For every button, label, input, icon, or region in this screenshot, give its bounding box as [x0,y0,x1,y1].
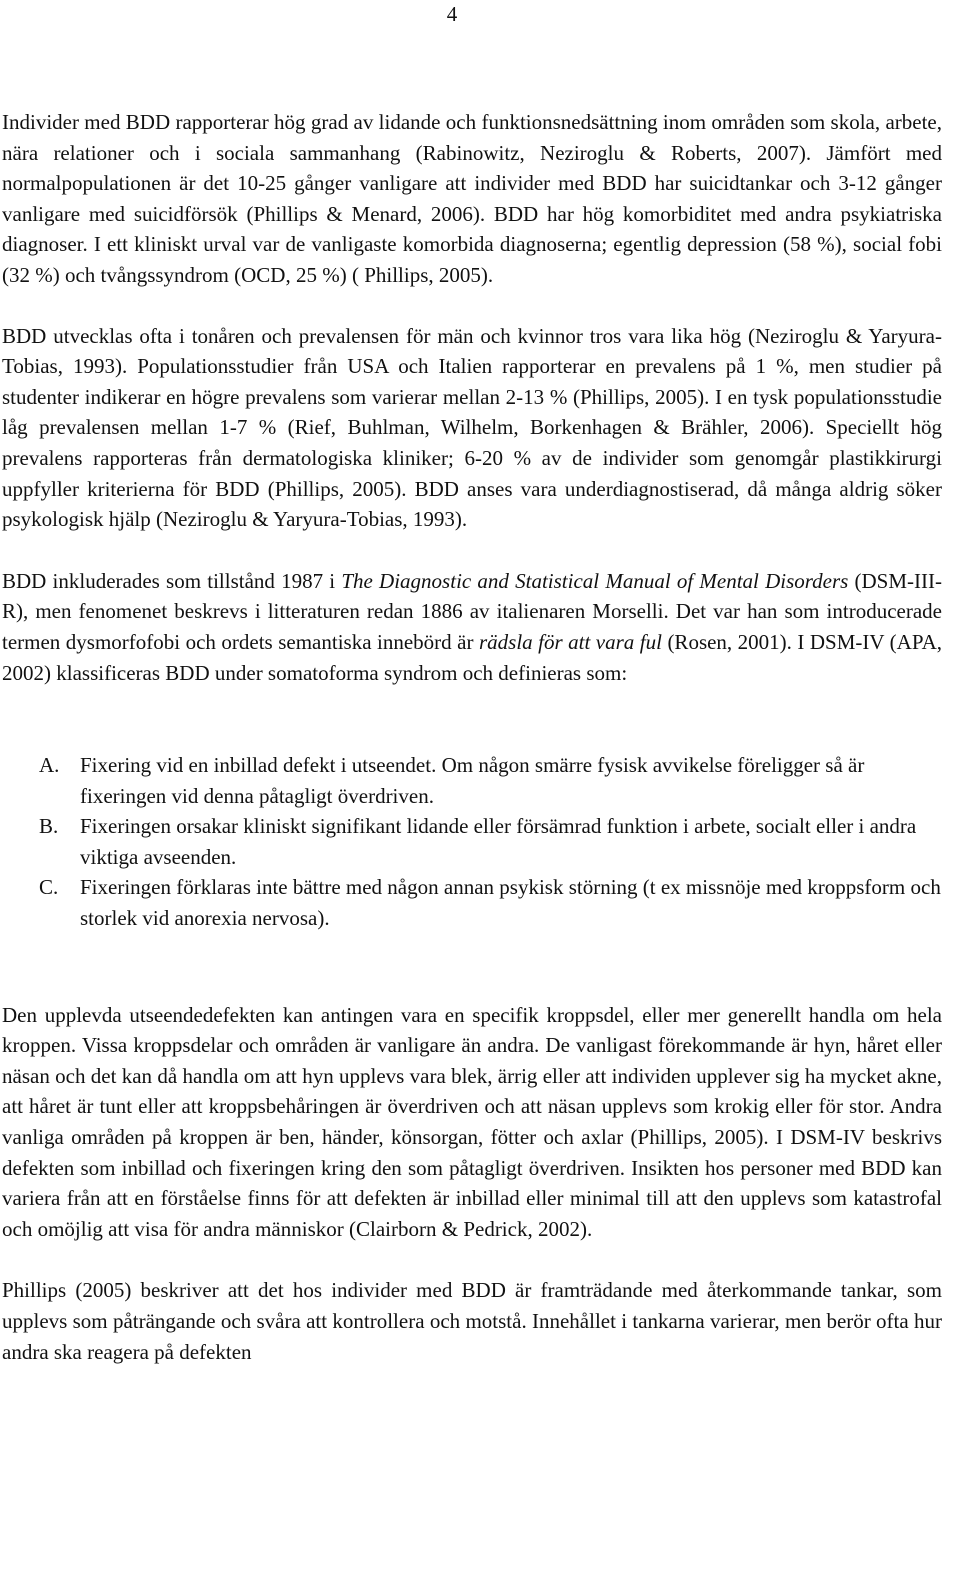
paragraph-5: Phillips (2005) beskriver att det hos individer med BDD är framträdande med återkommande tankar, som upplevs som påträngande och svåra att kontrollera och motstå. Innehållet i tankarna varierar, men berör ofta hur andra ska reagera på defekten [2,1278,942,1364]
criterion-text: Fixeringen orsakar kliniskt signifikant lidande eller försämrad funktion i arbete, socialt eller i andra viktiga avseenden. [80,814,917,869]
document-body [2,107,942,1367]
paragraph-1: Individer med BDD rapporterar hög grad av lidande och funktionsnedsättning inom områden som skola, arbete, nära relationer och i sociala sammanhang (Rabinowitz, Neziroglu & Roberts, 2007). Jämfört med normalpopulationen är det 10-25 gånger vanligare att individer med BDD har suicidtankar och 3-12 gånger vanligare med suicidförsök (Phillips & Menard, 2006). BDD har hög komorbiditet med andra psykiatriska diagnoser. I ett kliniskt urval var de vanligaste komorbida diagnoserna; egentlig depression (58 %), social fobi (32 %) och tvångssyndrom (OCD, 25 %) ( Phillips, 2005). [2,110,942,287]
criterion-text: Fixeringen förklaras inte bättre med någon annan psykisk störning (t ex missnöje med kroppsform och storlek vid anorexia nervosa). [80,875,941,931]
criterion-label: C. [39,875,59,900]
criterion-label: B. [39,814,59,839]
paragraph-3-text-2: (DSM-III-R), men fenomenet beskrevs i litteraturen redan 1886 av italienaren Morselli. Det var han som introducerade termen dysmorfofobi och ordets semantiska innebörd är [2,568,942,654]
page-number: 4 [446,2,458,26]
criterion-c [39,872,942,933]
criterion-a [39,750,942,811]
paragraph-3-text-3: (Rosen, 2001). I DSM-IV (APA, 2002) klassificeras BDD under somatoforma syndrom och definieras som: [2,629,942,685]
paragraph-2: BDD utvecklas ofta i tonåren och prevalensen för män och kvinnor tros vara lika hög (Neziroglu & Yaryura-Tobias, 1993). Populationsstudier från USA och Italien rapporterar en prevalens på 1 %, men studier på studenter indikerar en högre prevalens som varierar mellan 2-13 % (Phillips, 2005). I en tysk populationsstudie låg prevalensen mellan 1-7 % (Rief, Buhlman, Wilhelm, Borkenhagen & Brähler, 2006). Speciellt hög prevalens rapporteras från dermatologiska kliniker; 6-20 % av de individer som genomgår plastikkirurgi uppfyller kriterierna för BDD (Phillips, 2005). BDD anses vara underdiagnostiserad, då många aldrig söker psykologisk hjälp (Neziroglu & Yaryura-Tobias, 1993). [2,323,942,532]
paragraph-3-text-1: BDD inkluderades som tillstånd 1987 i [2,568,342,593]
paragraph-3-phrase-italic: rädsla för att vara ful [478,629,662,654]
diagnostic-criteria-list [39,750,942,934]
paragraph-3 [2,566,942,688]
criterion-b [39,811,942,872]
paragraph-3-title-italic: The Diagnostic and Statistical Manual of Mental Disorders [341,568,849,593]
criterion-text: Fixering vid en inbillad defekt i utseendet. Om någon smärre fysisk avvikelse föreligger så är fixeringen vid denna påtagligt överdriven. [80,753,865,808]
paragraph-4: Den upplevda utseendedefekten kan antingen vara en specifik kroppsdel, eller mer generellt handla om hela kroppen. Vissa kroppsdelar och områden är vanligare än andra. De vanligast förekommande är hyn, håret eller näsan och det kan då handla om att hyn upplevs vara blek, ärrig eller att individen upplever sig ha mycket akne, att håret är tunt eller att kroppsbehåringen är överdriven och att näsan upplevs som krokig eller för stor. Andra vanliga områden på kroppen är ben, händer, könsorgan, fötter och axlar (Phillips, 2005). I DSM-IV beskrivs defekten som inbillad och fixeringen kring den som påtagligt överdriven. Insikten hos personer med BDD kan variera från att en förståelse finns för att defekten är inbillad eller minimal till att den upplevs som katastrofal och omöjlig att visa för andra människor (Clairborn & Pedrick, 2002). [2,1002,942,1241]
criterion-label: A. [39,753,60,778]
